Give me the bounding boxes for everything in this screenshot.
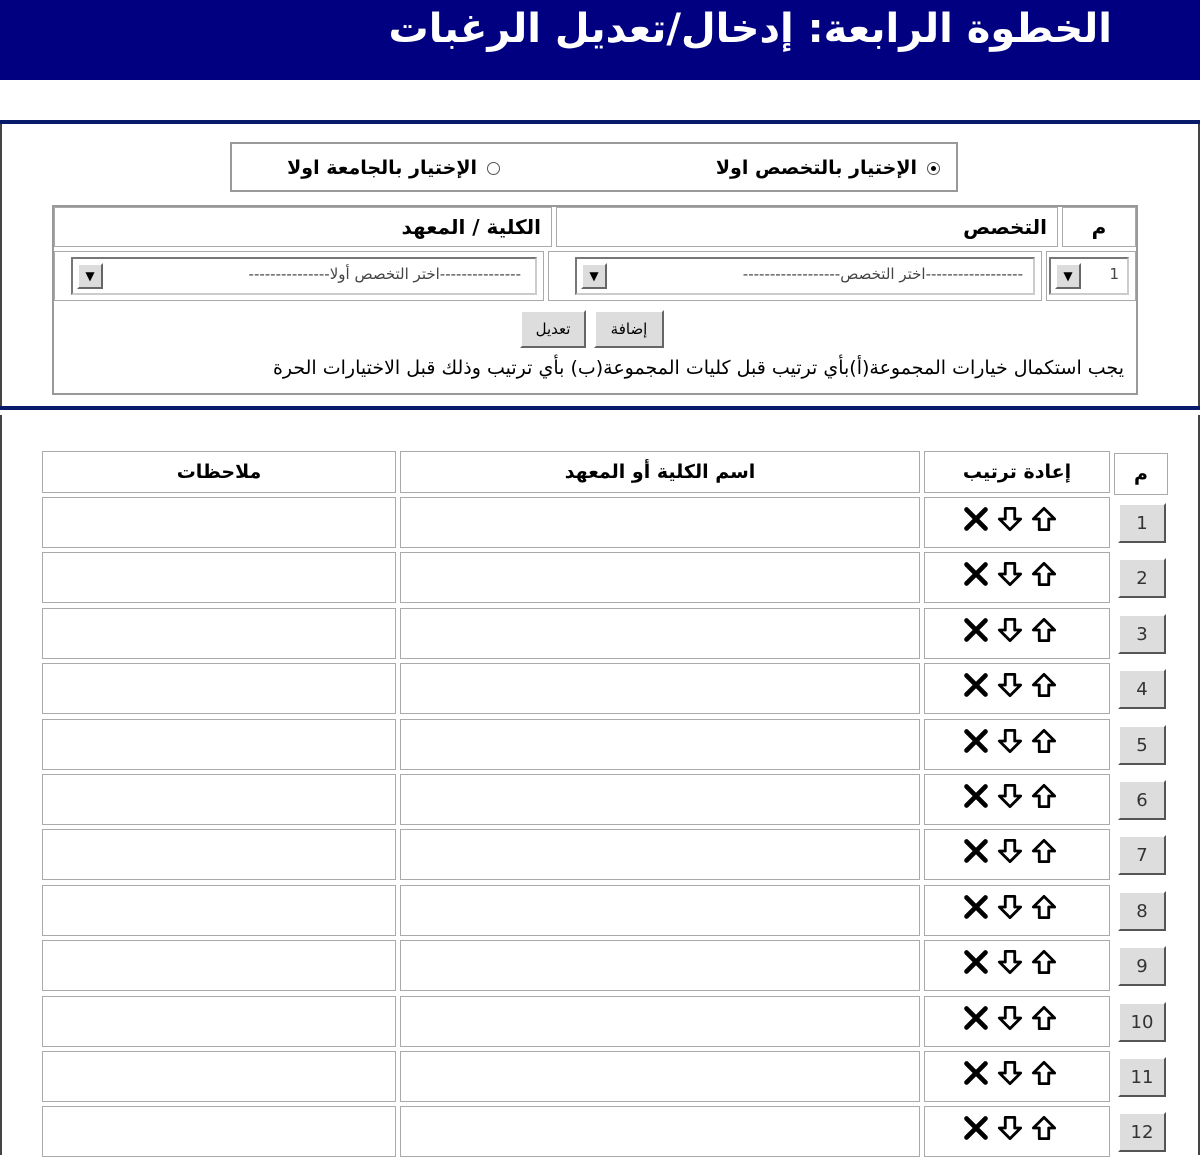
reorder-controls: [963, 617, 1057, 643]
dropdown-arrow-icon[interactable]: ▼: [1055, 263, 1081, 289]
reorder-cell: [924, 1106, 1110, 1157]
page-title: الخطوة الرابعة: إدخال/تعديل الرغبات: [388, 6, 1112, 52]
reorder-controls: [963, 728, 1057, 754]
college-cell: [54, 251, 544, 301]
delete-icon[interactable]: [963, 783, 989, 809]
delete-icon[interactable]: [963, 1060, 989, 1086]
move-down-icon[interactable]: [997, 949, 1023, 975]
row-number-button[interactable]: 6: [1118, 780, 1166, 820]
notes-cell: [42, 1106, 396, 1157]
reorder-cell: [924, 774, 1110, 825]
results-header-notes: ملاحظات: [42, 451, 396, 493]
move-up-icon[interactable]: [1031, 728, 1057, 754]
row-number-button[interactable]: 3: [1118, 614, 1166, 654]
specialty-cell: [548, 251, 1042, 301]
header-num: م: [1062, 207, 1136, 247]
reorder-cell: [924, 885, 1110, 936]
move-up-icon[interactable]: [1031, 672, 1057, 698]
row-number-button[interactable]: 12: [1118, 1112, 1166, 1152]
college-name-cell: [400, 829, 920, 880]
reorder-controls: [963, 894, 1057, 920]
row-number-button[interactable]: 7: [1118, 835, 1166, 875]
reorder-cell: [924, 940, 1110, 991]
mode-option-specialty[interactable]: [716, 156, 940, 180]
specialty-select[interactable]: ------------------اختر التخصص------------------ ▼: [575, 257, 1035, 295]
selection-note: يجب استكمال خيارات المجموعة(أ)بأي ترتيب قبل كليات المجموعة(ب) بأي ترتيب وذلك قبل الاختيارات الحرة: [272, 357, 1124, 379]
row-num-select[interactable]: 1 ▼: [1049, 257, 1129, 295]
row-num-cell: [1046, 251, 1136, 301]
move-down-icon[interactable]: [997, 838, 1023, 864]
college-name-cell: [400, 1106, 920, 1157]
notes-cell: [42, 497, 396, 548]
notes-cell: [42, 608, 396, 659]
mode-option-label: الإختيار بالجامعة اولا: [287, 157, 477, 179]
notes-cell: [42, 940, 396, 991]
row-number-button[interactable]: 10: [1118, 1002, 1166, 1042]
reorder-cell: [924, 663, 1110, 714]
reorder-controls: [963, 506, 1057, 532]
reorder-controls: [963, 561, 1057, 587]
reorder-cell: [924, 552, 1110, 603]
delete-icon[interactable]: [963, 617, 989, 643]
row-number-button[interactable]: 11: [1118, 1057, 1166, 1097]
college-name-cell: [400, 719, 920, 770]
move-down-icon[interactable]: [997, 783, 1023, 809]
move-down-icon[interactable]: [997, 728, 1023, 754]
row-number-button[interactable]: 8: [1118, 891, 1166, 931]
radio-unchecked-icon[interactable]: [487, 162, 500, 175]
preferences-table: [0, 415, 1200, 1155]
header-college: الكلية / المعهد: [54, 207, 552, 247]
radio-checked-icon[interactable]: [927, 162, 940, 175]
notes-cell: [42, 1051, 396, 1102]
reorder-controls: [963, 1060, 1057, 1086]
college-name-cell: [400, 663, 920, 714]
reorder-controls: [963, 672, 1057, 698]
notes-cell: [42, 719, 396, 770]
notes-cell: [42, 552, 396, 603]
delete-icon[interactable]: [963, 506, 989, 532]
notes-cell: [42, 996, 396, 1047]
college-name-cell: [400, 885, 920, 936]
page-header: [0, 0, 1200, 80]
notes-cell: [42, 885, 396, 936]
college-name-cell: [400, 608, 920, 659]
move-down-icon[interactable]: [997, 1115, 1023, 1141]
delete-icon[interactable]: [963, 838, 989, 864]
delete-icon[interactable]: [963, 1005, 989, 1031]
notes-cell: [42, 829, 396, 880]
delete-icon[interactable]: [963, 728, 989, 754]
reorder-controls: [963, 1005, 1057, 1031]
dropdown-arrow-icon[interactable]: ▼: [77, 263, 103, 289]
move-up-icon[interactable]: [1031, 617, 1057, 643]
college-name-cell: [400, 552, 920, 603]
row-number-button[interactable]: 5: [1118, 725, 1166, 765]
move-up-icon[interactable]: [1031, 506, 1057, 532]
row-number-button[interactable]: 4: [1118, 669, 1166, 709]
dropdown-arrow-icon[interactable]: ▼: [581, 263, 607, 289]
move-up-icon[interactable]: [1031, 1005, 1057, 1031]
reorder-cell: [924, 829, 1110, 880]
row-number-button[interactable]: 1: [1118, 503, 1166, 543]
delete-icon[interactable]: [963, 561, 989, 587]
reorder-controls: [963, 783, 1057, 809]
delete-icon[interactable]: [963, 949, 989, 975]
divider-bottom: [0, 406, 1200, 410]
mode-option-university[interactable]: [287, 156, 500, 180]
reorder-controls: [963, 1115, 1057, 1141]
move-down-icon[interactable]: [997, 1060, 1023, 1086]
delete-icon[interactable]: [963, 1115, 989, 1141]
reorder-cell: [924, 719, 1110, 770]
add-button[interactable]: إضافة: [594, 310, 664, 348]
selection-mode-group: [230, 142, 958, 192]
row-number-button[interactable]: 2: [1118, 558, 1166, 598]
college-name-cell: [400, 774, 920, 825]
move-up-icon[interactable]: [1031, 1115, 1057, 1141]
move-up-icon[interactable]: [1031, 783, 1057, 809]
edit-button[interactable]: تعديل: [520, 310, 586, 348]
mode-option-label: الإختيار بالتخصص اولا: [715, 157, 917, 179]
notes-cell: [42, 663, 396, 714]
results-header-reorder: إعادة ترتيب: [924, 451, 1110, 493]
reorder-controls: [963, 838, 1057, 864]
move-down-icon[interactable]: [997, 617, 1023, 643]
row-number-button[interactable]: 9: [1118, 946, 1166, 986]
college-name-cell: [400, 996, 920, 1047]
move-up-icon[interactable]: [1031, 838, 1057, 864]
move-down-icon[interactable]: [997, 672, 1023, 698]
move-down-icon[interactable]: [997, 506, 1023, 532]
reorder-cell: [924, 1051, 1110, 1102]
move-up-icon[interactable]: [1031, 894, 1057, 920]
move-up-icon[interactable]: [1031, 561, 1057, 587]
move-up-icon[interactable]: [1031, 949, 1057, 975]
move-down-icon[interactable]: [997, 1005, 1023, 1031]
delete-icon[interactable]: [963, 672, 989, 698]
move-down-icon[interactable]: [997, 561, 1023, 587]
college-name-cell: [400, 1051, 920, 1102]
reorder-cell: [924, 996, 1110, 1047]
header-specialty: التخصص: [556, 207, 1058, 247]
college-select[interactable]: ---------------اختر التخصص أولا--------------- ▼: [71, 257, 537, 295]
move-down-icon[interactable]: [997, 894, 1023, 920]
college-name-cell: [400, 497, 920, 548]
results-header-num: م: [1114, 453, 1168, 495]
reorder-controls: [963, 949, 1057, 975]
delete-icon[interactable]: [963, 894, 989, 920]
reorder-cell: [924, 608, 1110, 659]
notes-cell: [42, 774, 396, 825]
move-up-icon[interactable]: [1031, 1060, 1057, 1086]
college-name-cell: [400, 940, 920, 991]
reorder-cell: [924, 497, 1110, 548]
results-header-name: اسم الكلية أو المعهد: [400, 451, 920, 493]
